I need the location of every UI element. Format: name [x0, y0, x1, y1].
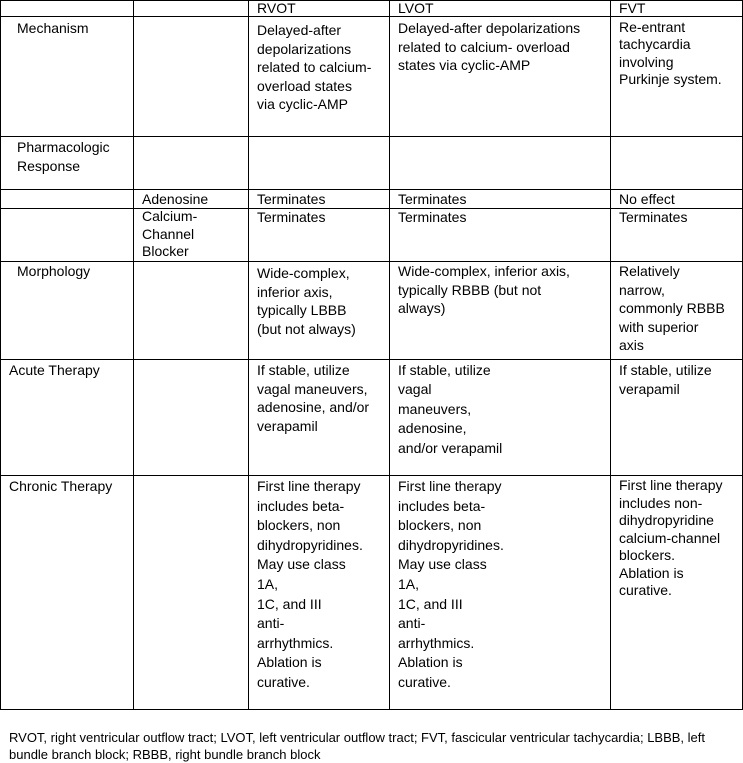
morphology-rvot: Wide-complex, inferior axis, typically LBBB (but not always) — [257, 265, 356, 337]
row-border — [0, 475, 743, 476]
acute-fvt: If stable, utilize verapamil — [619, 362, 712, 397]
table-footnote: RVOT, right ventricular outflow tract; LVOT, left ventricular outflow tract; FVT, fascicular ventricular tachycardia; LBBB, left bundle branch block; RBBB, right bundle branch block — [9, 730, 706, 762]
mechanism-rvot: Delayed-after depolarizations related to calcium- overload states via cyclic-AMP — [257, 22, 372, 112]
column-border — [133, 0, 134, 710]
row-label-chronic-therapy: Chronic Therapy — [9, 478, 113, 494]
row-label-pharmacologic: Pharmacologic Response — [17, 139, 110, 174]
header-fvt: FVT — [619, 0, 646, 16]
row-label-acute-therapy: Acute Therapy — [9, 362, 100, 378]
morphology-lvot: Wide-complex, inferior axis, typically RBBB (but not always) — [398, 263, 570, 316]
chronic-rvot: First line therapy includes beta- blockers, non dihydropyridines. May use class 1A, 1C, and III anti- arrhythmics. Ablation is curative. — [257, 478, 363, 690]
column-border — [0, 0, 1, 710]
row-border — [0, 359, 743, 360]
mechanism-lvot: Delayed-after depolarizations related to calcium- overload states via cyclic-AMP — [398, 20, 581, 73]
column-border — [389, 0, 390, 710]
header-lvot: LVOT — [398, 0, 434, 16]
sublabel-adenosine: Adenosine — [142, 191, 209, 207]
column-border — [248, 0, 249, 710]
row-label-mechanism: Mechanism — [17, 20, 89, 36]
adenosine-rvot: Terminates — [257, 191, 326, 207]
morphology-fvt: Relatively narrow, commonly RBBB with superior axis — [619, 263, 725, 353]
row-label-morphology: Morphology — [17, 263, 91, 279]
sublabel-calcium-channel-blocker: Calcium- Channel Blocker — [142, 208, 198, 259]
calcium-lvot: Terminates — [398, 209, 467, 225]
chronic-fvt: First line therapy includes non- dihydropyridine calcium-channel blockers. Ablation is curative. — [619, 477, 723, 598]
row-border — [0, 709, 743, 710]
chronic-lvot: First line therapy includes beta- blockers, non dihydropyridines. May use class 1A, 1C, and III anti- arrhythmics. Ablation is curative. — [398, 478, 504, 690]
acute-rvot: If stable, utilize vagal maneuvers, adenosine, and/or verapamil — [257, 362, 370, 434]
row-border — [0, 136, 743, 137]
adenosine-fvt: No effect — [619, 191, 675, 207]
header-rvot: RVOT — [257, 0, 296, 16]
calcium-fvt: Terminates — [619, 209, 688, 225]
calcium-rvot: Terminates — [257, 209, 326, 225]
adenosine-lvot: Terminates — [398, 191, 467, 207]
column-border — [610, 0, 611, 710]
mechanism-fvt: Re-entrant tachycardia involving Purkinje system. — [619, 19, 722, 87]
acute-lvot: If stable, utilize vagal maneuvers, adenosine, and/or verapamil — [398, 362, 503, 456]
